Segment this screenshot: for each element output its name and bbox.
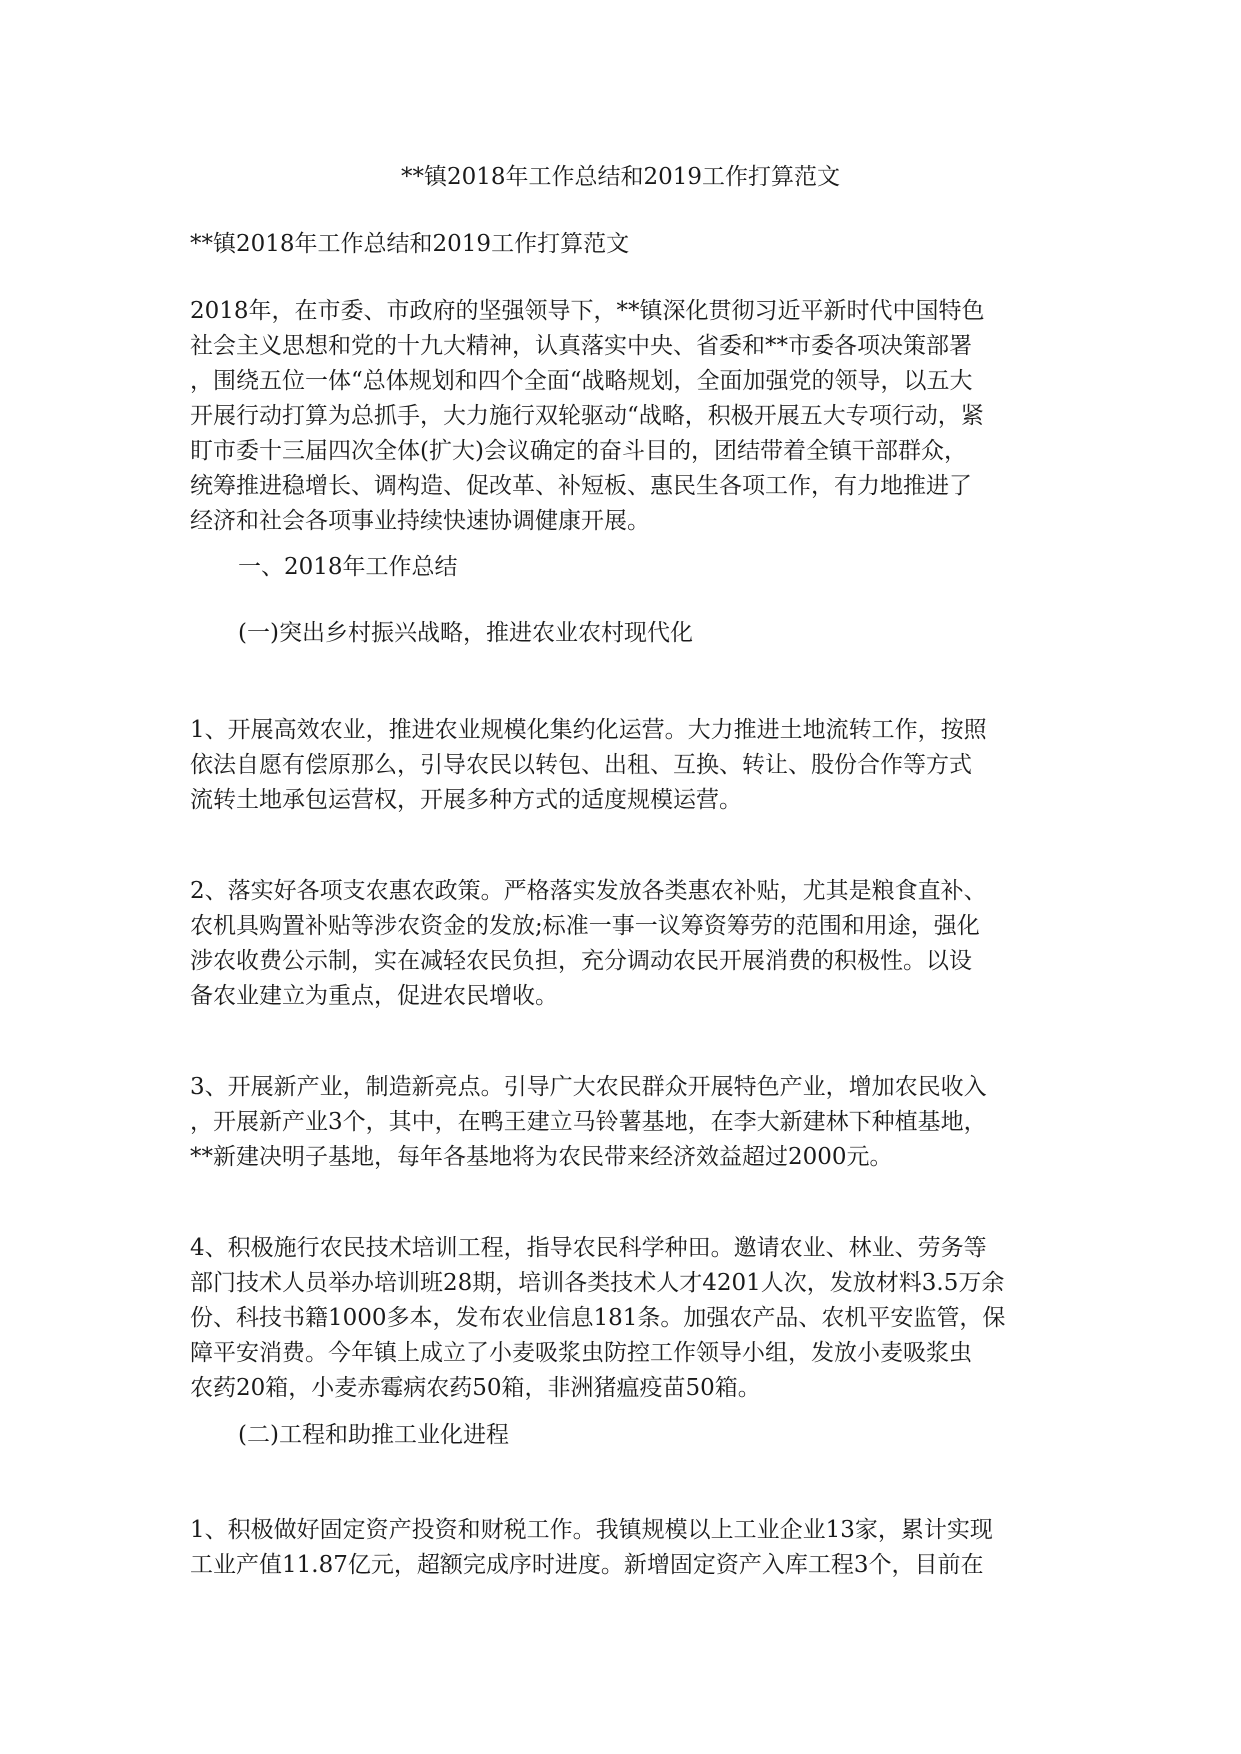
paragraph-line: 统筹推进稳增长、调构造、促改革、补短板、惠民生各项工作，有力地推进了	[190, 473, 972, 499]
intro-paragraph	[190, 294, 1070, 539]
subtitle-line: **镇2018年工作总结和2019工作打算范文	[190, 231, 630, 257]
paragraph-line: 备农业建立为重点，促进农民增收。	[190, 983, 558, 1009]
paragraph-line: 1、开展高效农业，推进农业规模化集约化运营。大力推进土地流转工作，按照	[190, 717, 987, 743]
paragraph-line: 盯市委十三届四次全体(扩大)会议确定的奋斗目的，团结带着全镇干部群众，	[190, 438, 967, 464]
paragraph-line: 障平安消费。今年镇上成立了小麦吸浆虫防控工作领导小组，发放小麦吸浆虫	[190, 1340, 972, 1366]
paragraph-line: 2018年，在市委、市政府的坚强领导下，**镇深化贯彻习近平新时代中国特色	[190, 298, 985, 324]
paragraph-1	[190, 713, 1070, 818]
paragraph-line: 4、积极施行农民技术培训工程，指导农民科学种田。邀请农业、林业、劳务等	[190, 1235, 987, 1261]
paragraph-line: 农机具购置补贴等涉农资金的发放;标准一事一议筹资筹劳的范围和用途，强化	[190, 913, 980, 939]
paragraph-line: 农药20箱，小麦赤霉病农药50箱，非洲猪瘟疫苗50箱。	[190, 1375, 761, 1401]
paragraph-line: 1、积极做好固定资产投资和财税工作。我镇规模以上工业企业13家，累计实现	[190, 1517, 993, 1543]
paragraph-3	[190, 1070, 1070, 1175]
paragraph-line: ，开展新产业3个，其中，在鸭王建立马铃薯基地，在李大新建林下种植基地，	[190, 1109, 987, 1135]
paragraph-line: 2、落实好各项支农惠农政策。严格落实发放各类惠农补贴，尤其是粮食直补、	[190, 878, 987, 904]
paragraph-line: 部门技术人员举办培训班28期，培训各类技术人才4201人次，发放材料3.5万余	[190, 1270, 1005, 1296]
paragraph-line: 涉农收费公示制，实在减轻农民负担，充分调动农民开展消费的积极性。以设	[190, 948, 972, 974]
paragraph-line: 开展行动打算为总抓手，大力施行双轮驱动“战略，积极开展五大专项行动，紧	[190, 403, 984, 429]
paragraph-2	[190, 874, 1070, 1014]
paragraph-line: 经济和社会各项事业持续快速协调健康开展。	[190, 508, 650, 534]
paragraph-line: 依法自愿有偿原那么，引导农民以转包、出租、互换、转让、股份合作等方式	[190, 752, 972, 778]
heading-line: (一)突出乡村振兴战略，推进农业农村现代化	[238, 620, 693, 646]
paragraph-4	[190, 1231, 1070, 1406]
paragraph-line: **新建决明子基地，每年各基地将为农民带来经济效益超过2000元。	[190, 1144, 893, 1170]
document-subtitle	[190, 227, 1070, 262]
paragraph-line: ，围绕五位一体“总体规划和四个全面“战略规划，全面加强党的领导，以五大	[190, 368, 973, 394]
paragraph-5	[190, 1513, 1070, 1583]
paragraph-line: 流转土地承包运营权，开展多种方式的适度规模运营。	[190, 787, 742, 813]
paragraph-line: 份、科技书籍1000多本，发布农业信息181条。加强农产品、农机平安监管，保	[190, 1305, 1006, 1331]
paragraph-line: 3、开展新产业，制造新亮点。引导广大农民群众开展特色产业，增加农民收入	[190, 1074, 987, 1100]
subsection-heading	[238, 616, 1118, 651]
heading-line: (二)工程和助推工业化进程	[238, 1422, 509, 1448]
heading-line: 一、2018年工作总结	[238, 554, 458, 580]
section-heading	[238, 550, 1118, 585]
paragraph-line: 工业产值11.87亿元，超额完成序时进度。新增固定资产入库工程3个，目前在	[190, 1552, 984, 1578]
paragraph-line: 社会主义思想和党的十九大精神，认真落实中央、省委和**市委各项决策部署	[190, 333, 972, 359]
subsection-heading	[238, 1418, 1118, 1453]
document-title: **镇2018年工作总结和2019工作打算范文	[400, 164, 841, 190]
